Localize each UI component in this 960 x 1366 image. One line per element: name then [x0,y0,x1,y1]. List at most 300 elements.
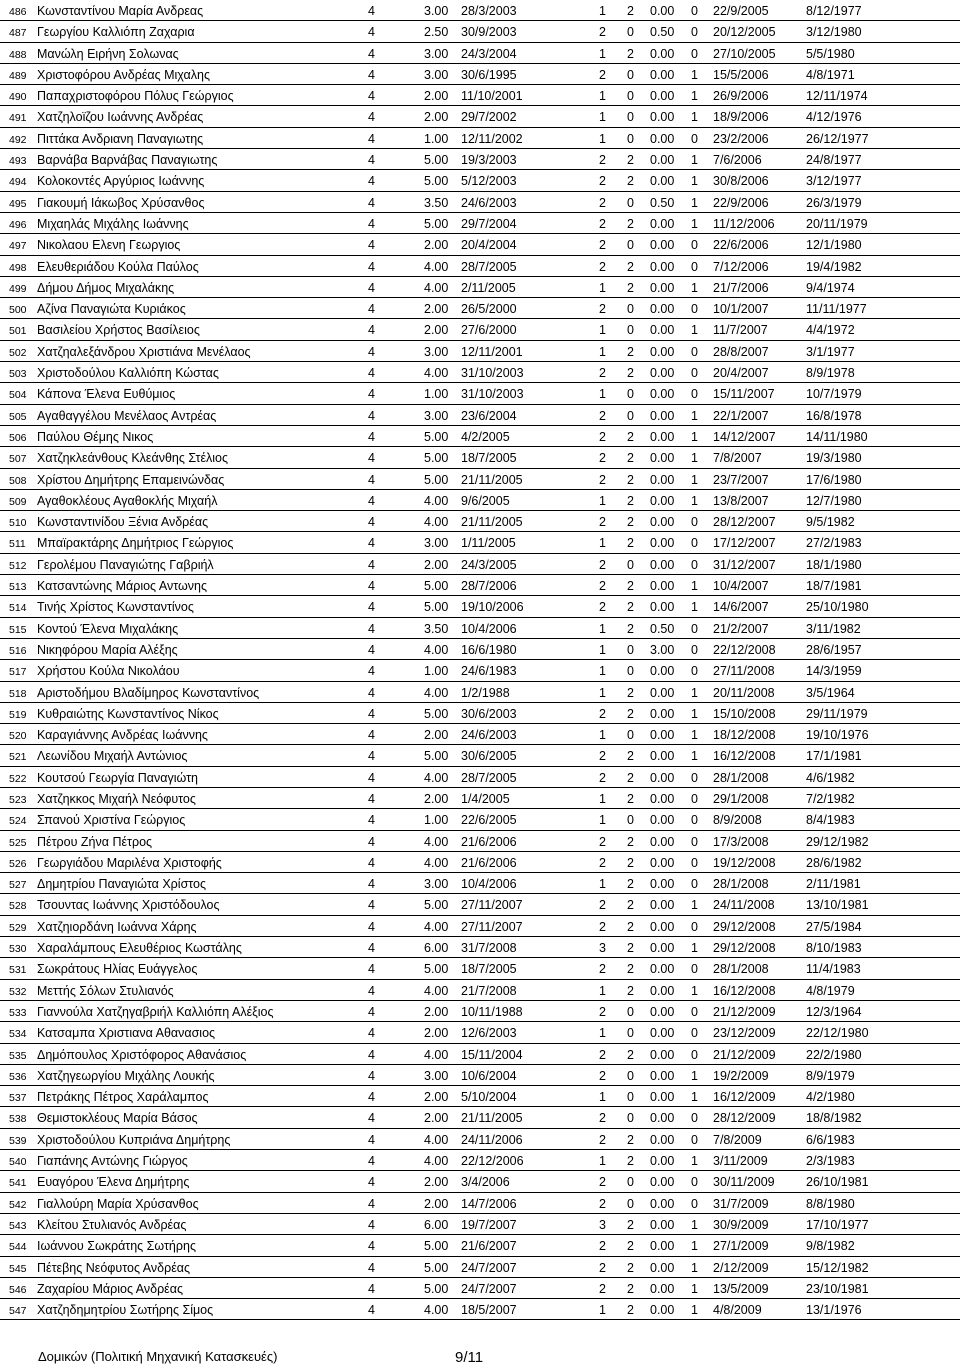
cell-count-a: 1 [599,46,606,61]
cell-score: 4.00 [424,642,449,657]
cell-flag: 0 [691,366,698,381]
table-row [0,767,960,788]
cell-flag: 1 [691,600,698,615]
cell-row-number: 487 [9,27,27,40]
cell-col-4: 4 [368,1154,375,1169]
cell-count-a: 2 [599,302,606,317]
cell-date-1: 30/9/2003 [461,25,517,40]
table-row [0,277,960,298]
cell-row-number: 538 [9,1113,27,1126]
cell-count-b: 2 [627,1047,634,1062]
cell-score: 1.00 [424,813,449,828]
cell-full-name: Μπαϊρακτάρης Δημήτριος Γεώργιος [37,536,234,551]
cell-count-a: 2 [599,1175,606,1190]
table-row [0,319,960,340]
cell-flag: 1 [691,579,698,594]
cell-col-4: 4 [368,302,375,317]
cell-count-b: 2 [627,366,634,381]
cell-row-number: 540 [9,1156,27,1169]
cell-score: 3.00 [424,344,449,359]
cell-score: 3.00 [424,408,449,423]
cell-score: 4.00 [424,366,449,381]
cell-flag: 0 [691,834,698,849]
cell-count-b: 2 [627,791,634,806]
cell-full-name: Τσουντας Ιωάννης Χριστόδουλος [37,898,220,913]
cell-full-name: Καραγιάννης Ανδρέας Ιωάννης [37,728,208,743]
cell-score: 4.00 [424,1132,449,1147]
cell-count-a: 1 [599,621,606,636]
cell-score: 6.00 [424,941,449,956]
cell-count-b: 0 [627,323,634,338]
cell-col-4: 4 [368,1090,375,1105]
cell-full-name: Χρίστου Δημήτρης Επαμεινώνδας [37,472,225,487]
cell-bonus: 0.00 [650,451,675,466]
cell-birth-date: 12/1/1980 [806,238,862,253]
cell-flag: 1 [691,408,698,423]
cell-flag: 0 [691,791,698,806]
cell-row-number: 510 [9,517,27,530]
cell-date-2: 27/10/2005 [713,46,776,61]
cell-row-number: 545 [9,1262,27,1275]
cell-row-number: 506 [9,431,27,444]
cell-date-1: 30/6/2005 [461,749,517,764]
table-row [0,618,960,639]
table-row [0,852,960,873]
cell-flag: 0 [691,664,698,679]
cell-row-number: 539 [9,1134,27,1147]
table-row [0,1107,960,1128]
table-row [0,1214,960,1235]
table-row [0,43,960,64]
cell-flag: 0 [691,131,698,146]
cell-bonus: 0.00 [650,493,675,508]
cell-flag: 1 [691,1239,698,1254]
cell-date-2: 29/12/2008 [713,941,776,956]
cell-score: 3.50 [424,195,449,210]
cell-flag: 0 [691,621,698,636]
cell-bonus: 0.00 [650,174,675,189]
cell-date-1: 21/6/2006 [461,834,517,849]
cell-score: 3.00 [424,536,449,551]
cell-bonus: 0.00 [650,728,675,743]
table-row [0,1065,960,1086]
cell-bonus: 0.00 [650,46,675,61]
table-row [0,469,960,490]
cell-row-number: 497 [9,240,27,253]
cell-date-2: 13/8/2007 [713,493,769,508]
cell-count-b: 2 [627,1217,634,1232]
cell-count-a: 1 [599,1303,606,1318]
cell-full-name: Κατσαμπα Χριστιανα Αθανασιος [37,1026,216,1041]
cell-count-b: 2 [627,983,634,998]
cell-birth-date: 26/10/1981 [806,1175,869,1190]
cell-flag: 1 [691,749,698,764]
cell-date-1: 12/6/2003 [461,1026,517,1041]
cell-bonus: 0.00 [650,1281,675,1296]
cell-col-4: 4 [368,834,375,849]
cell-col-4: 4 [368,1004,375,1019]
cell-score: 2.00 [424,1111,449,1126]
cell-col-4: 4 [368,1303,375,1318]
cell-flag: 1 [691,429,698,444]
cell-date-1: 1/11/2005 [461,536,516,551]
cell-flag: 1 [691,685,698,700]
cell-col-4: 4 [368,1281,375,1296]
cell-count-b: 2 [627,962,634,977]
cell-row-number: 531 [9,964,27,977]
cell-score: 2.00 [424,1196,449,1211]
cell-date-2: 15/10/2008 [713,706,776,721]
table-row [0,1086,960,1107]
footer-category-label: Δομικών (Πολιτική Μηχανική Κατασκευές) [38,1349,278,1364]
cell-date-2: 7/8/2009 [713,1132,762,1147]
cell-full-name: Κλείτου Στυλιανός Ανδρέας [37,1217,187,1232]
cell-flag: 1 [691,451,698,466]
cell-col-4: 4 [368,153,375,168]
cell-count-b: 2 [627,1303,634,1318]
cell-date-2: 20/11/2008 [713,685,775,700]
cell-bonus: 0.00 [650,1132,675,1147]
cell-bonus: 0.00 [650,344,675,359]
cell-score: 5.00 [424,898,449,913]
cell-full-name: Τινής Χρίστος Κωνσταντίνος [37,600,194,615]
cell-score: 5.00 [424,1281,449,1296]
cell-date-2: 17/3/2008 [713,834,769,849]
cell-date-1: 5/10/2004 [461,1090,517,1105]
cell-col-4: 4 [368,728,375,743]
cell-count-a: 2 [599,1047,606,1062]
cell-date-1: 20/4/2004 [461,238,517,253]
cell-count-b: 2 [627,174,634,189]
cell-full-name: Αγαθαγγέλου Μενέλαος Αντρέας [37,408,217,423]
cell-count-a: 2 [599,962,606,977]
table-row [0,383,960,404]
cell-count-a: 2 [599,855,606,870]
cell-flag: 0 [691,4,698,18]
cell-date-1: 22/12/2006 [461,1154,524,1169]
cell-bonus: 0.00 [650,898,675,913]
cell-date-1: 14/7/2006 [461,1196,517,1211]
cell-full-name: Ζαχαρίου Μάριος Ανδρέας [37,1281,184,1296]
table-row [0,1171,960,1192]
cell-birth-date: 12/11/1974 [806,89,868,104]
cell-full-name: Ιωάννου Σωκράτης Σωτήρης [37,1239,196,1254]
cell-score: 2.00 [424,791,449,806]
cell-birth-date: 22/2/1980 [806,1047,862,1062]
cell-date-1: 29/7/2002 [461,110,517,125]
cell-row-number: 516 [9,644,27,657]
table-row [0,1278,960,1299]
cell-count-b: 2 [627,855,634,870]
cell-date-1: 21/7/2008 [461,983,517,998]
cell-count-b: 2 [627,46,634,61]
cell-bonus: 0.00 [650,387,675,402]
cell-row-number: 486 [9,6,27,18]
cell-date-2: 29/1/2008 [713,791,769,806]
cell-count-a: 2 [599,472,606,487]
cell-date-2: 11/7/2007 [713,323,768,338]
cell-score: 3.00 [424,4,449,18]
cell-col-4: 4 [368,280,375,295]
cell-birth-date: 3/1/1977 [806,344,855,359]
table-row [0,1193,960,1214]
cell-date-1: 29/7/2004 [461,216,517,231]
cell-date-1: 27/11/2007 [461,898,523,913]
cell-full-name: Χριστοδούλου Κυπριάνα Δημήτρης [37,1132,231,1147]
cell-row-number: 491 [9,112,27,125]
cell-full-name: Κατσαντώνης Μάριος Αντωνης [37,579,207,594]
cell-birth-date: 26/12/1977 [806,131,869,146]
cell-count-a: 1 [599,1154,606,1169]
cell-row-number: 518 [9,687,27,700]
cell-count-a: 2 [599,834,606,849]
cell-date-1: 28/7/2005 [461,770,517,785]
cell-col-4: 4 [368,493,375,508]
cell-full-name: Γεωργιάδου Μαριλένα Χριστοφής [37,855,222,870]
cell-birth-date: 2/11/1981 [806,877,861,892]
cell-col-4: 4 [368,962,375,977]
cell-count-b: 0 [627,1004,634,1019]
cell-full-name: Παπαχριστοφόρου Πόλυς Γεώργιος [37,89,234,104]
cell-date-1: 1/4/2005 [461,791,510,806]
cell-bonus: 0.00 [650,941,675,956]
cell-count-b: 0 [627,1111,634,1126]
cell-score: 3.00 [424,1068,449,1083]
cell-row-number: 489 [9,69,27,82]
cell-birth-date: 15/12/1982 [806,1260,869,1275]
cell-full-name: Δημητρίου Παναγιώτα Χρίστος [37,877,207,892]
cell-col-4: 4 [368,131,375,146]
cell-count-b: 2 [627,749,634,764]
cell-flag: 1 [691,1281,698,1296]
cell-full-name: Γεωργίου Καλλιόπη Ζαχαρια [37,25,195,40]
cell-count-a: 2 [599,259,606,274]
cell-full-name: Χατζηκκος Μιχαήλ Νεόφυτος [37,791,196,806]
cell-birth-date: 3/5/1964 [806,685,855,700]
cell-count-a: 1 [599,493,606,508]
cell-flag: 0 [691,1047,698,1062]
cell-bonus: 0.00 [650,600,675,615]
cell-count-a: 1 [599,664,606,679]
cell-full-name: Χριστοφόρου Ανδρέας Μιχαλης [37,67,210,82]
cell-count-a: 2 [599,195,606,210]
cell-date-2: 16/12/2008 [713,749,776,764]
cell-count-a: 2 [599,1281,606,1296]
cell-birth-date: 6/6/1983 [806,1132,855,1147]
cell-count-b: 2 [627,429,634,444]
cell-score: 5.00 [424,216,449,231]
cell-date-2: 22/6/2006 [713,238,769,253]
cell-flag: 0 [691,344,698,359]
cell-date-1: 24/7/2007 [461,1281,517,1296]
cell-flag: 0 [691,46,698,61]
cell-bonus: 0.00 [650,983,675,998]
cell-full-name: Γιαπάνης Αντώνης Γιώργος [37,1154,188,1169]
cell-count-a: 2 [599,174,606,189]
cell-bonus: 0.00 [650,791,675,806]
cell-col-4: 4 [368,259,375,274]
cell-score: 2.50 [424,25,449,40]
cell-count-b: 2 [627,259,634,274]
cell-date-2: 27/1/2009 [713,1239,769,1254]
cell-flag: 1 [691,110,698,125]
cell-score: 5.00 [424,1260,449,1275]
cell-count-a: 2 [599,1111,606,1126]
cell-birth-date: 11/4/1983 [806,962,861,977]
cell-col-4: 4 [368,1260,375,1275]
cell-date-2: 23/7/2007 [713,472,769,487]
cell-full-name: Μανώλη Ειρήνη Σολωνας [37,46,179,61]
cell-flag: 0 [691,387,698,402]
cell-row-number: 527 [9,879,27,892]
cell-date-1: 21/6/2007 [461,1239,517,1254]
cell-count-a: 2 [599,366,606,381]
cell-count-b: 2 [627,685,634,700]
cell-count-a: 1 [599,131,606,146]
cell-count-b: 0 [627,1090,634,1105]
cell-date-1: 30/6/2003 [461,706,517,721]
cell-bonus: 3.00 [650,642,675,657]
cell-col-4: 4 [368,344,375,359]
cell-count-b: 2 [627,706,634,721]
cell-score: 4.00 [424,834,449,849]
cell-full-name: Χατζηλοϊζου Ιωάννης Ανδρέας [37,110,204,125]
cell-date-2: 8/9/2008 [713,813,762,828]
cell-full-name: Παύλου Θέμης Νικος [37,429,154,444]
cell-date-2: 3/11/2009 [713,1154,768,1169]
cell-row-number: 507 [9,453,27,466]
table-row [0,234,960,255]
cell-col-4: 4 [368,89,375,104]
cell-count-a: 1 [599,983,606,998]
cell-full-name: Γερολέμου Παναγιώτης Γαβριήλ [37,557,214,572]
cell-row-number: 513 [9,581,27,594]
cell-score: 2.00 [424,1175,449,1190]
cell-count-a: 2 [599,1260,606,1275]
cell-bonus: 0.00 [650,216,675,231]
cell-count-a: 1 [599,728,606,743]
cell-score: 2.00 [424,110,449,125]
cell-date-1: 2/11/2005 [461,280,516,295]
cell-count-b: 2 [627,344,634,359]
cell-bonus: 0.00 [650,536,675,551]
cell-col-4: 4 [368,1175,375,1190]
cell-col-4: 4 [368,1111,375,1126]
cell-date-1: 24/6/1983 [461,664,517,679]
cell-count-a: 1 [599,280,606,295]
table-row [0,660,960,681]
cell-birth-date: 4/2/1980 [806,1090,855,1105]
cell-count-a: 2 [599,898,606,913]
cell-count-b: 0 [627,1196,634,1211]
cell-date-2: 21/12/2009 [713,1004,776,1019]
cell-score: 5.00 [424,472,449,487]
cell-date-1: 10/4/2006 [461,621,517,636]
cell-flag: 1 [691,1217,698,1232]
table-row [0,894,960,915]
cell-col-4: 4 [368,429,375,444]
cell-flag: 1 [691,280,698,295]
cell-count-b: 2 [627,1260,634,1275]
cell-date-2: 30/9/2009 [713,1217,769,1232]
cell-col-4: 4 [368,749,375,764]
cell-flag: 0 [691,1004,698,1019]
cell-date-1: 18/7/2005 [461,451,517,466]
cell-bonus: 0.00 [650,664,675,679]
cell-count-b: 0 [627,387,634,402]
cell-birth-date: 4/8/1979 [806,983,855,998]
cell-date-1: 27/11/2007 [461,919,523,934]
cell-row-number: 520 [9,730,27,743]
cell-bonus: 0.00 [650,429,675,444]
cell-col-4: 4 [368,472,375,487]
table-row [0,213,960,234]
cell-full-name: Νικηφόρου Μαρία Αλέξης [37,642,178,657]
table-row [0,596,960,617]
cell-bonus: 0.00 [650,366,675,381]
cell-row-number: 512 [9,559,27,572]
cell-count-b: 0 [627,728,634,743]
cell-score: 1.00 [424,664,449,679]
cell-row-number: 529 [9,921,27,934]
cell-full-name: Κάπονα Έλενα Ευθύμιος [37,387,176,402]
cell-count-b: 0 [627,1068,634,1083]
cell-bonus: 0.00 [650,89,675,104]
cell-bonus: 0.00 [650,1026,675,1041]
cell-date-1: 31/7/2008 [461,941,517,956]
cell-date-2: 11/12/2006 [713,216,775,231]
cell-row-number: 522 [9,772,27,785]
cell-count-a: 2 [599,770,606,785]
cell-score: 4.00 [424,1154,449,1169]
cell-date-1: 24/7/2007 [461,1260,517,1275]
cell-bonus: 0.00 [650,877,675,892]
cell-flag: 0 [691,557,698,572]
cell-col-4: 4 [368,46,375,61]
cell-birth-date: 14/11/1980 [806,429,868,444]
cell-count-a: 2 [599,749,606,764]
cell-count-a: 2 [599,429,606,444]
cell-full-name: Πιττάκα Ανδριανη Παναγιωτης [37,131,204,146]
cell-full-name: Ελευθεριάδου Κούλα Παύλος [37,259,199,274]
cell-bonus: 0.00 [650,153,675,168]
cell-birth-date: 19/3/1980 [806,451,862,466]
cell-date-1: 28/7/2005 [461,259,517,274]
table-row [0,1044,960,1065]
cell-count-a: 1 [599,110,606,125]
cell-flag: 1 [691,1090,698,1105]
table-row [0,511,960,532]
cell-row-number: 546 [9,1283,27,1296]
table-row [0,724,960,745]
cell-full-name: Βασιλείου Χρήστος Βασίλειος [37,323,200,338]
cell-date-1: 5/12/2003 [461,174,517,189]
cell-count-b: 0 [627,1026,634,1041]
cell-date-1: 10/4/2006 [461,877,517,892]
cell-flag: 0 [691,1111,698,1126]
cell-row-number: 492 [9,133,27,146]
cell-birth-date: 8/9/1979 [806,1068,855,1083]
cell-score: 4.00 [424,515,449,530]
cell-date-2: 10/4/2007 [713,579,769,594]
cell-count-a: 2 [599,1239,606,1254]
cell-bonus: 0.00 [650,834,675,849]
cell-bonus: 0.00 [650,1303,675,1318]
cell-col-4: 4 [368,1068,375,1083]
cell-bonus: 0.00 [650,131,675,146]
cell-count-a: 2 [599,408,606,423]
cell-count-a: 2 [599,515,606,530]
